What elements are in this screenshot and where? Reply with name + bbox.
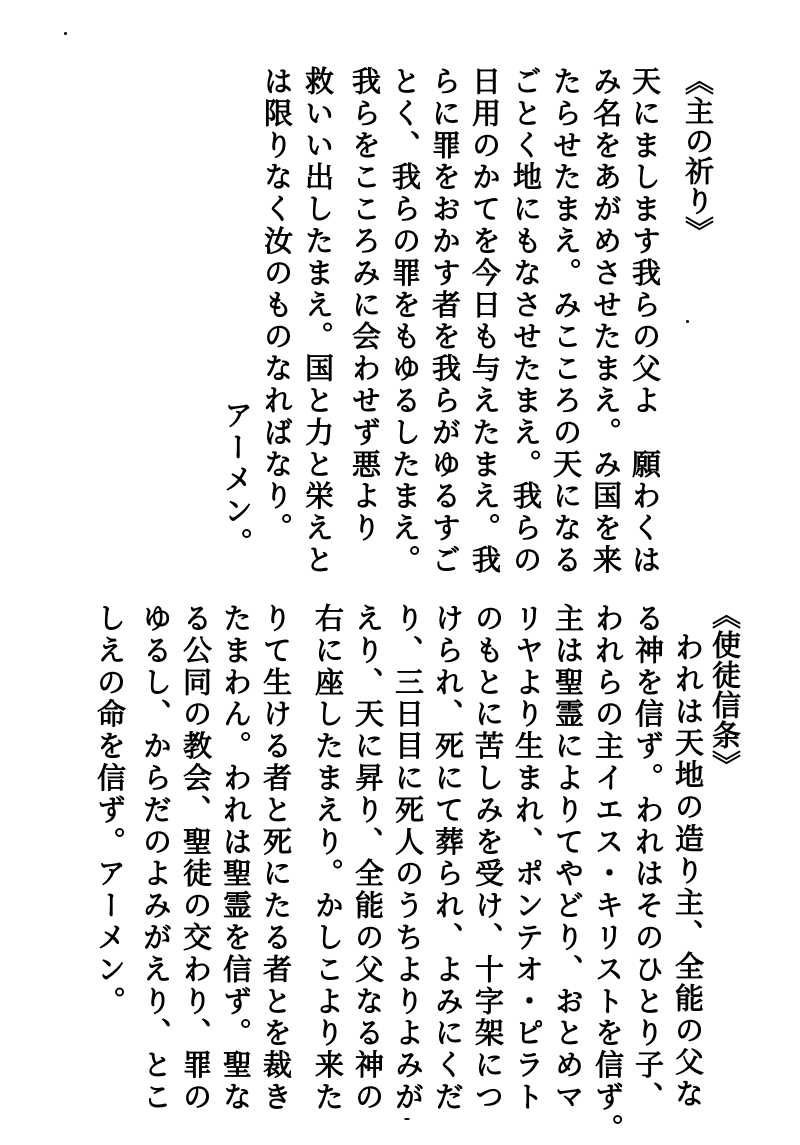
apostles-creed-line: たまわん。われは聖霊を信ず。聖な: [219, 603, 253, 1114]
lords-prayer-line: み名をあがめさせたまえ。み国を来: [589, 66, 623, 577]
apostles-creed-line: 右に座したまえり。かしこより来た: [311, 603, 345, 1114]
apostles-creed-title: 《使徒信条》: [708, 600, 742, 780]
lords-prayer-line: とく、我らの罪をもゆるしたまえ。: [388, 66, 422, 577]
apostles-creed-line: る神を信ず。われはそのひとり子、: [631, 603, 665, 1114]
lords-prayer-title: 《主の祈り》: [681, 66, 715, 246]
apostles-creed-line: けられ、死にて葬られ、よみにくだ: [431, 603, 465, 1114]
scan-speck: [64, 32, 67, 35]
lords-prayer-line: たらせたまえ。みこころの天になる: [549, 66, 583, 577]
apostles-creed-line: われは天地の造り主、全能の父な: [671, 632, 705, 1111]
apostles-creed-line: えり、天に昇り、全能の父なる神の: [351, 603, 385, 1114]
scan-speck: [404, 1118, 410, 1120]
apostles-creed-line: 主は聖霊によりてやどり、おとめマ: [551, 603, 585, 1114]
apostles-creed-line: われらの主イエス・キリストを信ず。: [591, 603, 625, 1145]
lords-prayer-line: 救いい出したまえ。国と力と栄えと: [301, 66, 335, 577]
lords-prayer-line: 天にまします我らの父よ 願わくは: [628, 66, 662, 577]
apostles-creed-line: リヤより生まれ、ポンテオ・ピラト: [511, 603, 545, 1114]
lords-prayer-line: ごとく地にもなさせたまえ。我らの: [509, 66, 543, 577]
lords-prayer-line: らに罪をおかす者を我らがゆるすご: [428, 66, 462, 577]
apostles-creed-line: り、三日目に死人のうちよりよみが: [391, 603, 425, 1114]
lords-prayer-line: は限りなく汝のものなればなり。: [260, 66, 294, 545]
lords-prayer-amen: アーメン。: [220, 400, 254, 560]
lords-prayer-line: 我らをこころみに会わせず悪より: [348, 66, 382, 545]
apostles-creed-line: りて生ける者と死にたる者とを裁き: [259, 603, 293, 1114]
lords-prayer-line: 日用のかてを今日も与えたまえ。我: [468, 66, 502, 577]
apostles-creed-line: のもとに苦しみを受け、十字架につ: [471, 603, 505, 1114]
apostles-creed-line: る公同の教会、聖徒の交わり、罪の: [179, 603, 213, 1114]
apostles-creed-line: ゆるし、からだのよみがえり、とこ: [139, 603, 173, 1114]
scan-speck: [686, 320, 689, 323]
apostles-creed-line: しえの命を信ず。アーメン。: [93, 603, 127, 1018]
